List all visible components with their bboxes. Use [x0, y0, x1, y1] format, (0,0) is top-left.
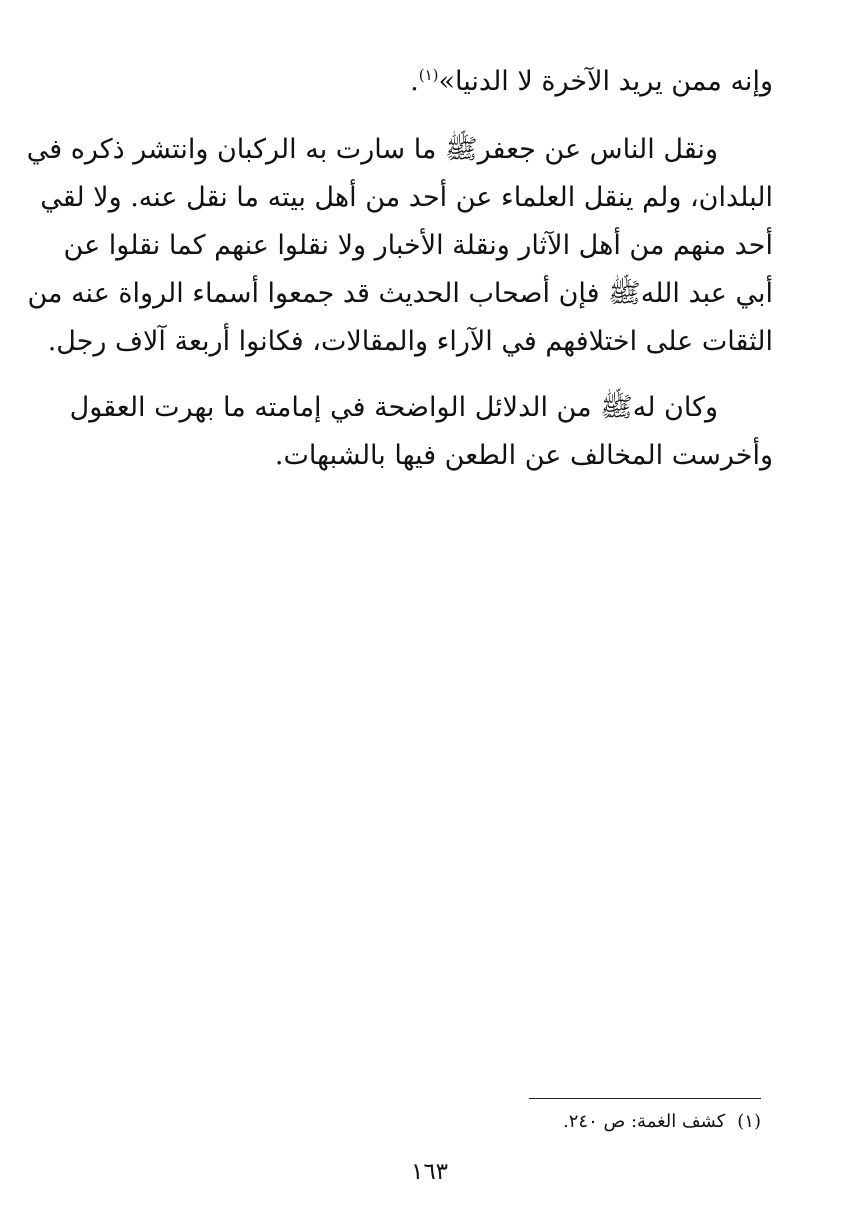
paragraph-2-line: وأخرست المخالف عن الطعن فيها بالشبهات. — [274, 440, 773, 471]
intro-line — [86, 58, 773, 106]
paragraph-2-line: وكان لهﷺ من الدلائل الواضحة في إمامته ما بهرت العقول — [69, 392, 718, 423]
intro-end-punctuation: . — [410, 66, 419, 97]
footnote-separator — [529, 1098, 761, 1099]
paragraph-1-line: أحد منهم من أهل الآثار ونقلة الأخبار ولا نقلوا عنهم كما نقلوا عن — [63, 230, 773, 261]
footnote-reference: (١) — [418, 66, 439, 84]
intro-text: وإنه ممن يريد الآخرة لا الدنيا» — [438, 66, 773, 97]
paragraph-1-line: ونقل الناس عن جعفرﷺ ما سارت به الركبان وانتشر ذكره في — [26, 134, 718, 165]
footnote-number: (١) — [737, 1111, 761, 1132]
paragraph-1-line: الثقات على اختلافهم في الآراء والمقالات، فكانوا أربعة آلاف رجل. — [47, 326, 773, 357]
paragraph-1-line: أبي عبد اللهﷺ فإن أصحاب الحديث قد جمعوا أسماء الرواة عنه من — [27, 278, 773, 309]
paragraph-1-line: البلدان، ولم ينقل العلماء عن أحد من أهل بيته ما نقل عنه. ولا لقي — [40, 182, 773, 213]
main-text — [26, 58, 773, 498]
paragraph-2 — [69, 384, 773, 480]
footnote — [563, 1108, 761, 1136]
paragraph-1 — [26, 126, 773, 366]
page-number: ١٦٣ — [410, 1159, 449, 1185]
footnote-text: كشف الغمة: ص ٢٤٠. — [563, 1111, 726, 1132]
